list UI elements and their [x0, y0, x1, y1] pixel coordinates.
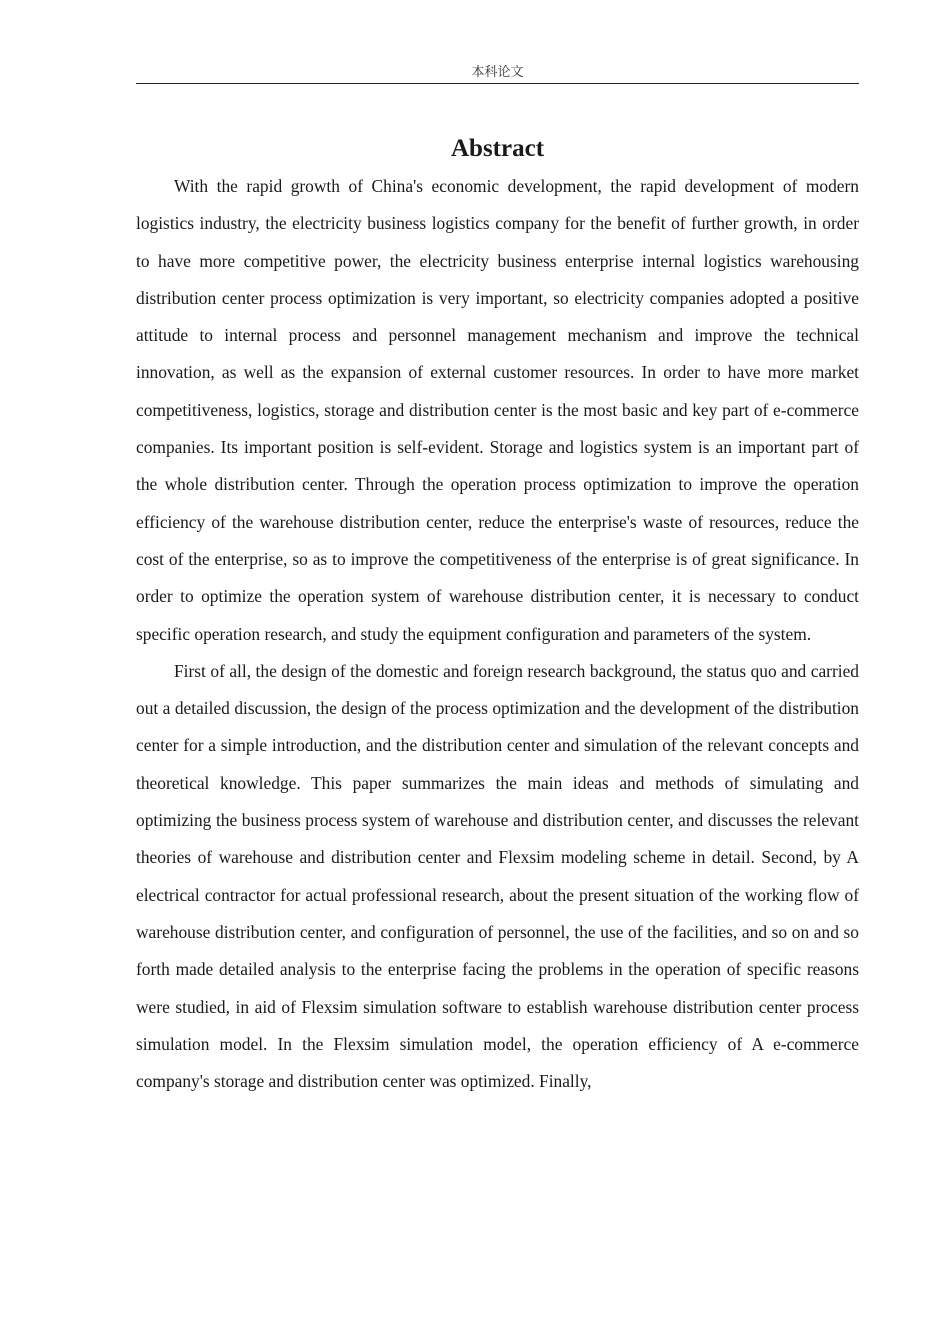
abstract-title: Abstract	[450, 135, 545, 162]
abstract-paragraph-2: First of all, the design of the domestic and foreign research background, the status quo and carried out a detailed discussion, the design of the process optimization and the development of the distribution center for a simple introduction, and the distribution center and simulation of the relevant concepts and theoretical knowledge. This paper summarizes the main ideas and methods of simulating and optimizing the business process system of warehouse and distribution center, and discusses the relevant theories of warehouse and distribution center and Flexsim modeling scheme in detail. Second, by A electrical contractor for actual professional research, about the present situation of the working flow of warehouse distribution center, and configuration of personnel, the use of the facilities, and so on and so forth made detailed analysis to the enterprise facing the problems in the operation of specific reasons were studied, in aid of Flexsim simulation software to establish warehouse distribution center process simulation model. In the Flexsim simulation model, the operation efficiency of A e-commerce company's storage and distribution center was optimized. Finally,	[136, 660, 859, 1092]
abstract-body	[136, 168, 859, 1100]
abstract-paragraph-1: With the rapid growth of China's economic development, the rapid development of modern logistics industry, the electricity business logistics company for the benefit of further growth, in order to have more competitive power, the electricity business enterprise internal logistics warehousing distribution center process optimization is very important, so electricity companies adopted a positive attitude to internal process and personnel management mechanism and improve the technical innovation, as well as the expansion of external customer resources. In order to have more market competitiveness, logistics, storage and distribution center is the most basic and key part of e-commerce companies. Its important position is self-evident. Storage and logistics system is an important part of the whole distribution center. Through the operation process optimization to improve the operation efficiency of the warehouse distribution center, reduce the enterprise's waste of resources, reduce the cost of the enterprise, so as to improve the competitiveness of the enterprise is of great significance. In order to optimize the operation system of warehouse distribution center, it is necessary to conduct specific operation research, and study the equipment configuration and parameters of the system.	[136, 176, 859, 644]
header-rule	[136, 83, 859, 84]
running-header: 本科论文	[471, 65, 524, 80]
